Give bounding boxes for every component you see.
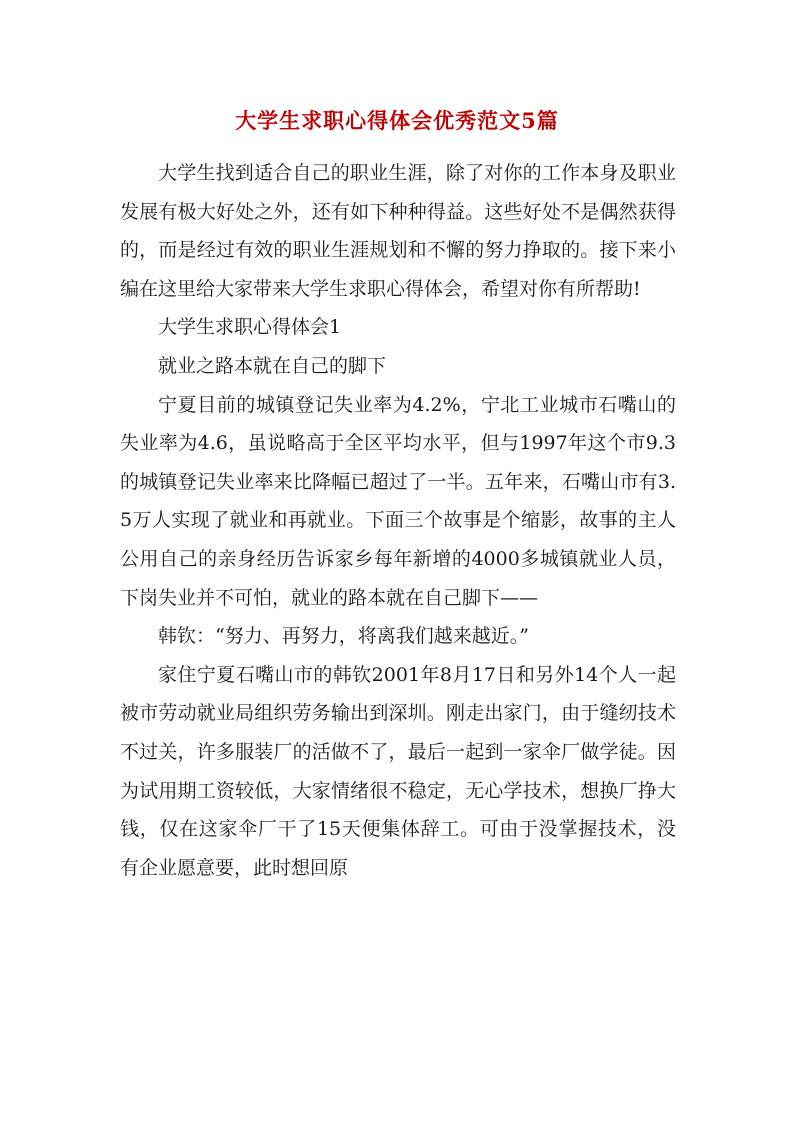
body-paragraph: 宁夏目前的城镇登记失业率为4.2%，宁北工业城市石嘴山的失业率为4.6，虽说略高于全区平均水平，但与1997年这个市9.3的城镇登记失业率来比降幅已超过了一半。五年来，石嘴山市有3.5万人实现了就业和再就业。下面三个故事是个缩影，故事的主人公用自己的亲身经历告诉家乡每年新增的4000多城镇就业人员，下岗失业并不可怕，就业的路本就在自己脚下——: [120, 393, 676, 609]
document-body: [120, 154, 676, 887]
intro-paragraph: 大学生找到适合自己的职业生涯，除了对你的工作本身及职业发展有极大好处之外，还有如下种种得益。这些好处不是偶然获得的，而是经过有效的职业生涯规划和不懈的努力挣取的。接下来小编在这里给大家带来大学生求职心得体会，希望对你有所帮助!: [120, 162, 676, 300]
section-subtitle: 就业之路本就在自己的脚下: [158, 354, 387, 377]
document-title: 大学生求职心得体会优秀范文5篇: [235, 108, 559, 133]
quote-paragraph: 韩钦：“努力、再努力，将离我们越来越近。”: [158, 625, 529, 648]
body-paragraph: 家住宁夏石嘴山市的韩钦2001年8月17日和另外14个人一起被市劳动就业局组织劳务输出到深圳。刚走出家门，由于缝纫技术不过关，许多服装厂的活做不了，最后一起到一家伞厂做学徒。因为试用期工资较低，大家情绪很不稳定，无心学技术，想换厂挣大钱，仅在这家伞厂干了15天便集体辞工。可由于没掌握技术，没有企业愿意要，此时想回原: [120, 663, 676, 879]
section-heading: 大学生求职心得体会1: [158, 316, 342, 339]
